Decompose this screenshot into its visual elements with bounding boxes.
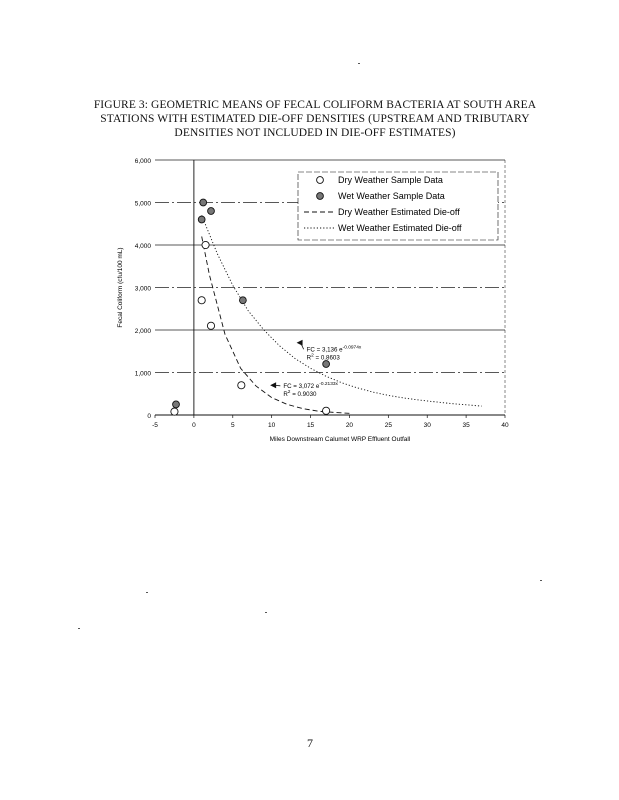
page-number: 7 bbox=[307, 736, 313, 750]
figure-caption bbox=[80, 98, 550, 140]
dry-sample-point bbox=[171, 408, 178, 415]
wet-sample-point bbox=[239, 297, 246, 304]
x-tick-label: 30 bbox=[423, 422, 431, 429]
legend-wet-marker bbox=[317, 193, 324, 200]
scan-speck bbox=[146, 592, 148, 593]
annotation-arrow-head bbox=[270, 382, 276, 388]
y-tick-label: 5,000 bbox=[134, 200, 151, 208]
annotation-arrow-head bbox=[297, 340, 303, 346]
fit-exponent: -0.2133x bbox=[319, 381, 338, 387]
legend-label: Dry Weather Estimated Die-off bbox=[338, 207, 460, 217]
wet-sample-point bbox=[323, 361, 330, 368]
dry-sample-point bbox=[207, 322, 214, 329]
r-squared-superscript: 2 bbox=[287, 389, 291, 395]
y-tick-label: 3,000 bbox=[134, 285, 151, 293]
legend-label: Dry Weather Sample Data bbox=[338, 175, 443, 185]
wet-dieoff-curve bbox=[202, 215, 482, 406]
dry-sample-point bbox=[238, 382, 245, 389]
fecal-coliform-chart bbox=[100, 150, 520, 460]
dry-sample-point bbox=[323, 407, 330, 414]
scan-speck bbox=[78, 628, 80, 629]
legend-dry-marker bbox=[317, 177, 324, 184]
dry-sample-point bbox=[198, 297, 205, 304]
fit-exponent: -0.0974x bbox=[342, 345, 362, 351]
caption-line-3: DENSITIES NOT INCLUDED IN DIE-OFF ESTIMATES) bbox=[174, 127, 456, 139]
x-tick-label: 10 bbox=[268, 422, 276, 429]
wet-sample-point bbox=[200, 199, 207, 206]
legend-label: Wet Weather Estimated Die-off bbox=[338, 223, 462, 233]
x-tick-label: 35 bbox=[462, 422, 470, 429]
fit-r-squared-label: $R^2 = 0.9030$ bbox=[283, 389, 317, 398]
y-axis-title: Fecal Coliform (cfu/100 mL) bbox=[117, 247, 124, 328]
y-tick-label: 2,000 bbox=[134, 328, 151, 335]
y-tick-label: 4,000 bbox=[134, 243, 151, 250]
x-tick-label: 15 bbox=[306, 422, 315, 429]
legend-label: Wet Weather Sample Data bbox=[338, 191, 445, 201]
x-axis-title: Miles Downstream Calumet WRP Effluent Outfall bbox=[269, 436, 411, 443]
wet-sample-point bbox=[173, 401, 180, 408]
wet-sample-point bbox=[198, 216, 205, 223]
x-tick-label: 0 bbox=[192, 422, 196, 429]
x-tick-label: 20 bbox=[345, 422, 354, 429]
y-tick-label: 1,000 bbox=[134, 370, 151, 378]
r-squared-superscript: 2 bbox=[311, 353, 314, 359]
fit-equation-label: FC = 3,136 $e^{-0.0974x}$ bbox=[306, 345, 362, 354]
caption-line-2: STATIONS WITH ESTIMATED DIE-OFF DENSITIES (UPSTREAM AND TRIBUTARY bbox=[100, 113, 530, 125]
y-tick-label: 0 bbox=[147, 413, 151, 420]
x-tick-label: 40 bbox=[501, 422, 509, 429]
caption-line-1: FIGURE 3: GEOMETRIC MEANS OF FECAL COLIFORM BACTERIA AT SOUTH AREA bbox=[93, 99, 537, 111]
scan-speck bbox=[358, 63, 360, 64]
r-squared-value: = 0.8603 bbox=[313, 354, 340, 362]
x-tick-label: 25 bbox=[384, 422, 392, 429]
scan-speck bbox=[540, 580, 542, 581]
fit-r-squared-label: $R^2 = 0.8603$ bbox=[306, 353, 340, 362]
y-tick-label: 6,000 bbox=[134, 158, 151, 165]
dry-sample-point bbox=[202, 241, 209, 248]
scan-speck bbox=[265, 612, 267, 613]
fit-equation-label: FC = 3,072 $e^{-0.2133x}$ bbox=[283, 381, 338, 390]
wet-sample-point bbox=[208, 208, 215, 215]
r-squared-value: = 0.9030 bbox=[290, 390, 317, 398]
x-tick-label: -5 bbox=[152, 422, 158, 429]
x-tick-label: 5 bbox=[230, 422, 235, 429]
